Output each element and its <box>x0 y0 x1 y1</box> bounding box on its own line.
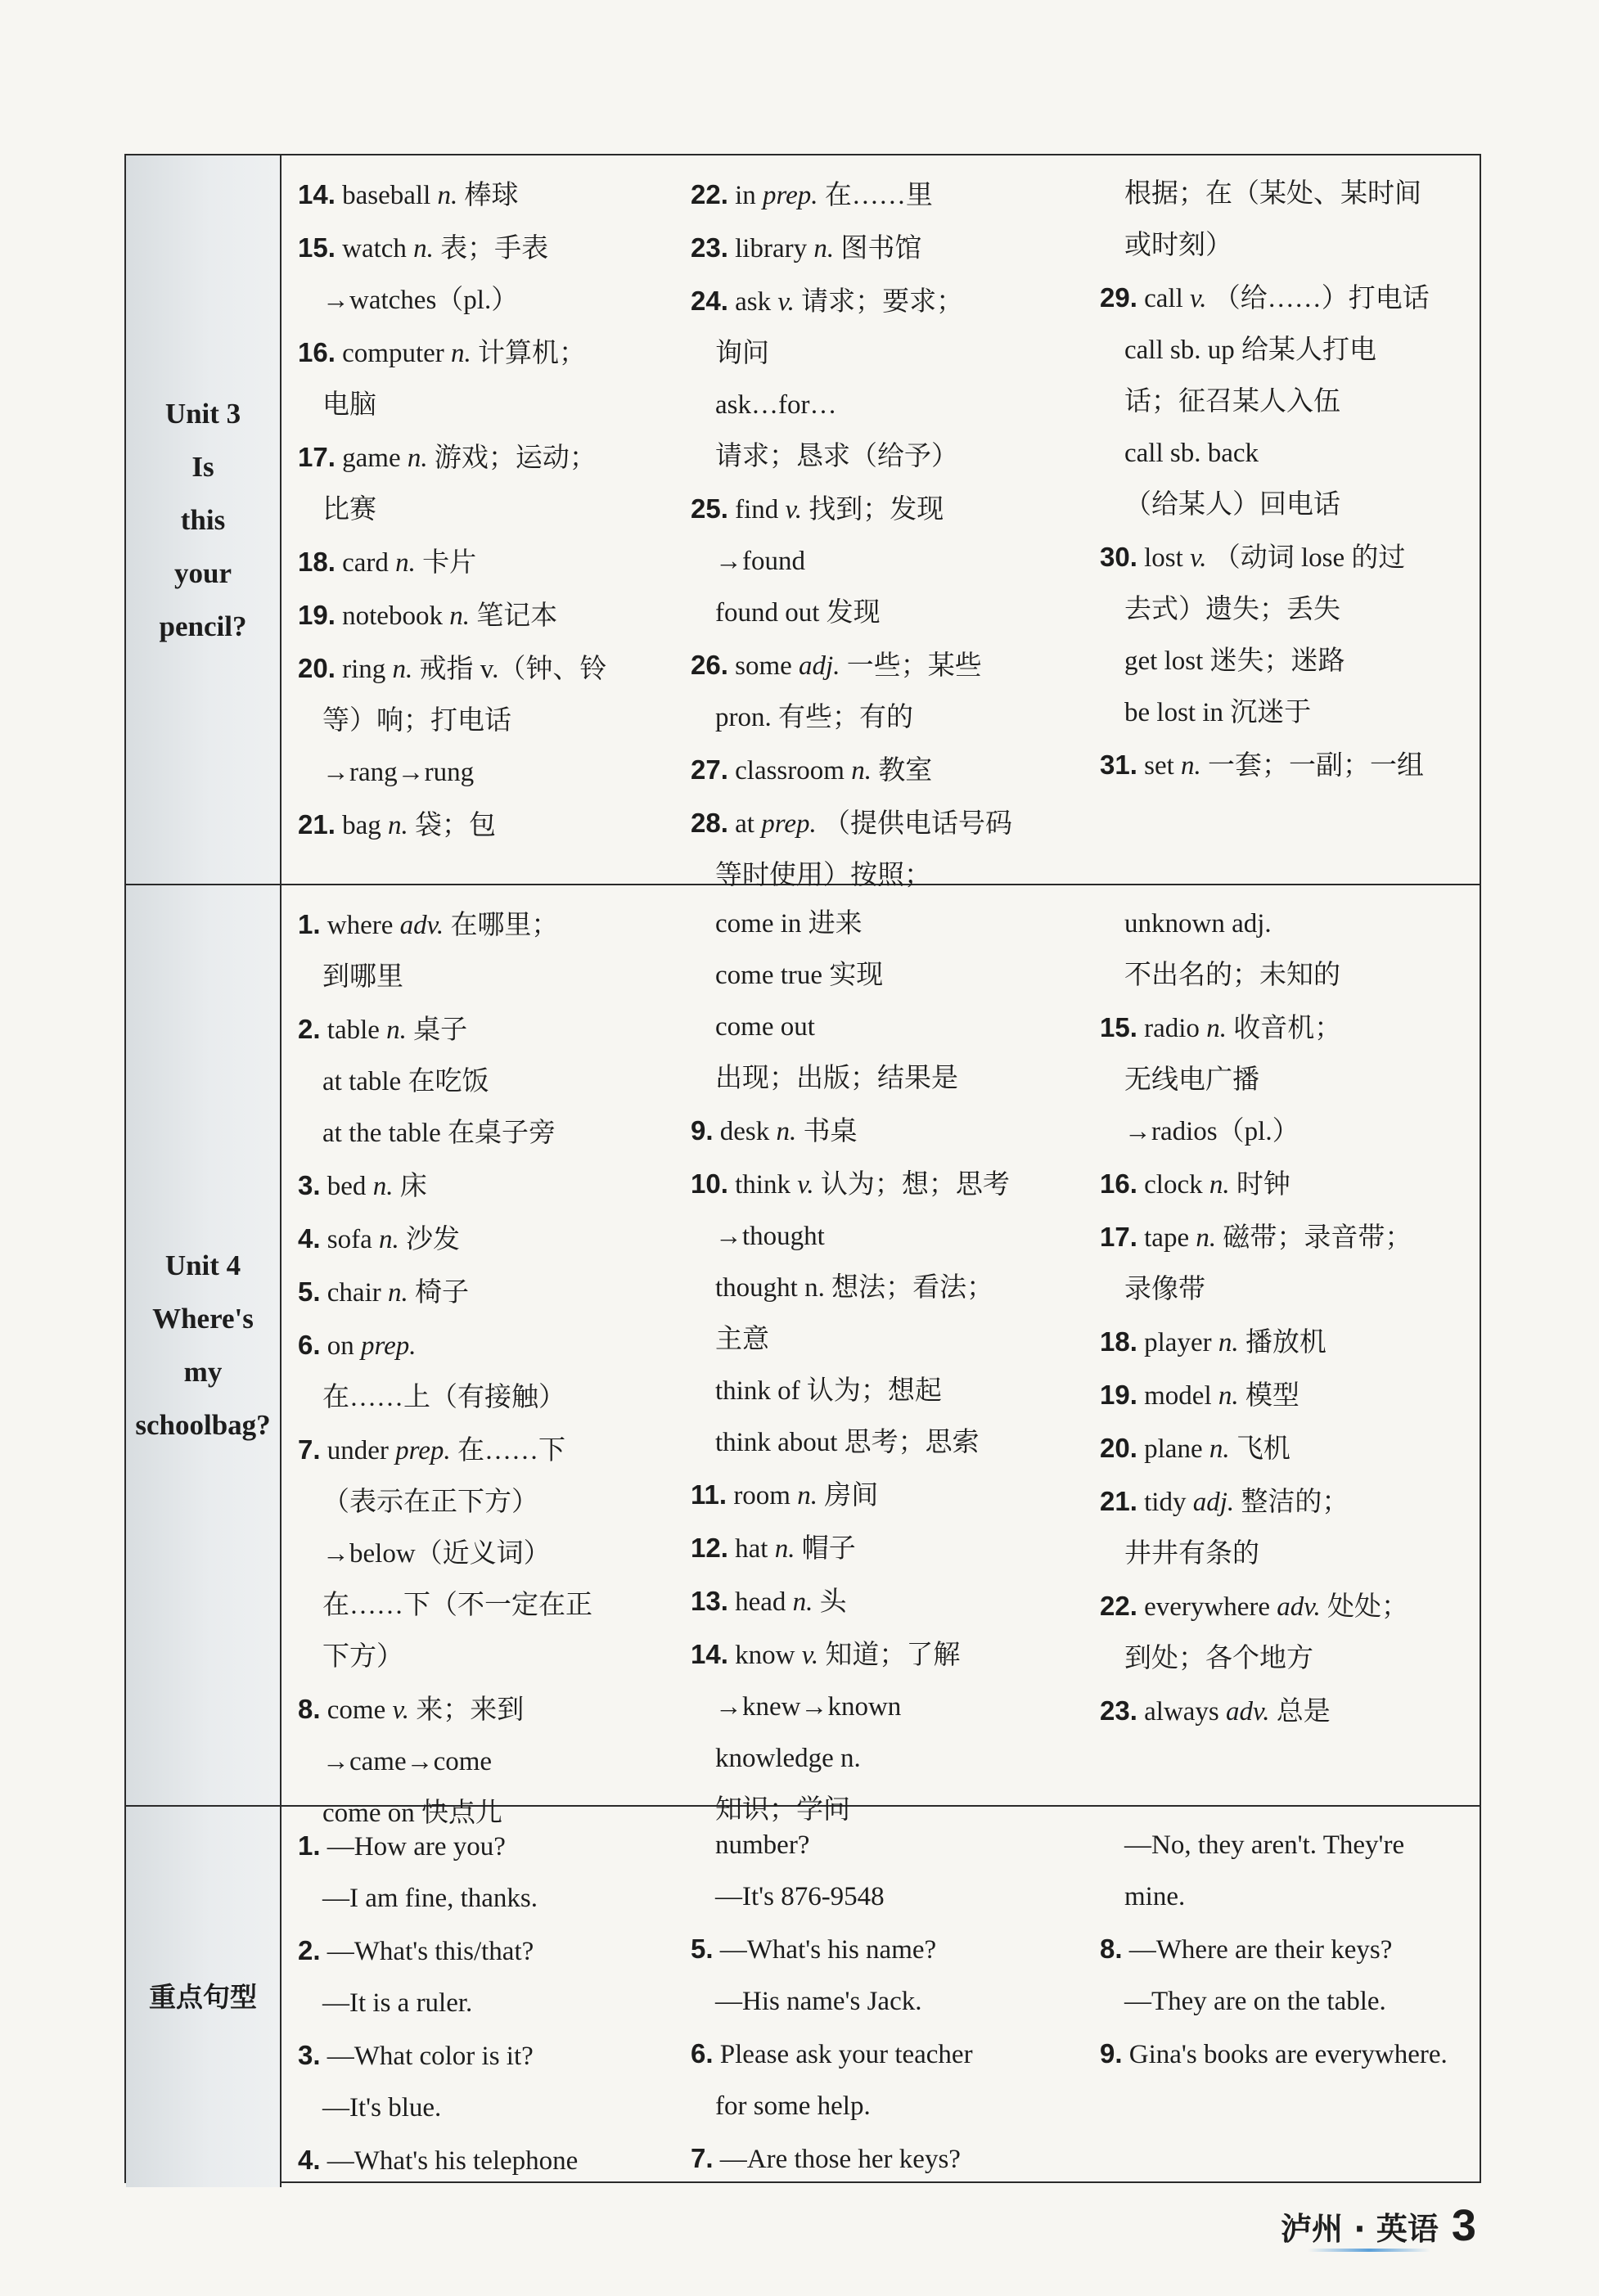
entry-number: 1. <box>298 909 321 939</box>
entry-number: 16. <box>298 337 336 367</box>
vocab-entry-continued: 到哪里 <box>322 962 403 992</box>
part-of-speech: v. <box>797 1170 814 1200</box>
unit3-vocab <box>282 155 1480 890</box>
vocab-entry-continued: 录像带 <box>1124 1275 1205 1304</box>
vocab-entry: 21. bag n. 袋；包 <box>298 809 497 840</box>
vocab-entry: 7. under prep. 在……下 <box>298 1434 565 1465</box>
vocab-entry-continued: 去式）遗失；丢失 <box>1124 595 1340 624</box>
part-of-speech: v. <box>777 287 795 317</box>
part-of-speech: n. <box>797 1481 818 1510</box>
vocab-entry-continued: come in 进来 <box>715 909 863 939</box>
entry-number: 16. <box>1100 1168 1137 1199</box>
vocab-entry-continued: come true 实现 <box>715 961 884 990</box>
vocab-entry-continued: unknown adj. <box>1124 909 1272 939</box>
part-of-speech: v. <box>785 495 802 524</box>
column-1 <box>282 1820 691 2187</box>
unit4-label <box>126 885 282 1807</box>
vocab-entry: 17. game n. 游戏；运动； <box>298 442 597 473</box>
vocab-entry-continued: 请求；恳求（给予） <box>715 442 958 471</box>
vocab-entry-continued: 主意 <box>715 1325 769 1354</box>
entry-number: 31. <box>1100 750 1137 780</box>
entry-number: 8. <box>298 1694 321 1724</box>
vocab-entry: 6. Please ask your teacher <box>691 2038 973 2069</box>
part-of-speech: n. <box>1218 1381 1239 1411</box>
vocab-entry-continued: 等）响；打电话 <box>322 706 511 736</box>
column-3 <box>1100 898 1480 1839</box>
vocab-entry: 18. player n. 播放机 <box>1100 1326 1326 1357</box>
part-of-speech: v. <box>392 1695 409 1725</box>
vocab-entry: 9. Gina's books are everywhere. <box>1100 2038 1448 2069</box>
vocab-entry-continued: come on 快点儿 <box>322 1799 502 1828</box>
column-2 <box>691 169 1100 902</box>
vocab-entry: 13. head n. 头 <box>691 1586 847 1617</box>
vocab-entry: 4. —What's his telephone <box>298 2145 579 2176</box>
sentences-label <box>126 1807 282 2187</box>
vocab-entry-continued: 根据；在（某处、某时间 <box>1124 179 1421 209</box>
vocab-entry: 20. ring n. 戒指 v.（钟、铃 <box>298 653 607 684</box>
vocab-entry: 19. notebook n. 笔记本 <box>298 600 558 631</box>
vocab-entry-continued: 在……上（有接触） <box>322 1383 565 1412</box>
part-of-speech: n. <box>1196 1223 1217 1253</box>
vocab-entry: 14. baseball n. 棒球 <box>298 179 519 210</box>
entry-number: 23. <box>691 232 728 263</box>
vocab-entry-continued: knowledge n. <box>715 1744 861 1773</box>
sentences-label-text: 重点句型 <box>149 1981 257 2013</box>
part-of-speech: prep. <box>395 1436 451 1465</box>
vocab-entry: 21. tidy adj. 整洁的； <box>1100 1486 1349 1517</box>
vocab-entry: 8. come v. 来；来到 <box>298 1694 525 1725</box>
entry-number: 28. <box>691 808 728 838</box>
vocab-entry-continued: →radios（pl.） <box>1124 1117 1299 1146</box>
part-of-speech: n. <box>407 443 428 473</box>
vocab-entry-continued: 无线电广播 <box>1124 1065 1259 1095</box>
entry-number: 27. <box>691 754 728 785</box>
vocab-entry-continued: 等时使用）按照； <box>715 861 931 890</box>
part-of-speech: n. <box>813 234 835 263</box>
vocab-entry-continued: →rang→rung <box>322 758 475 787</box>
part-of-speech: n. <box>1209 1434 1230 1464</box>
vocab-entry-continued: （给某人）回电话 <box>1124 490 1340 520</box>
entry-number: 23. <box>1100 1695 1137 1726</box>
vocab-entry-continued: 下方） <box>322 1642 403 1672</box>
entry-number: 5. <box>298 1276 321 1307</box>
vocab-entry-continued: 井井有条的 <box>1124 1539 1259 1569</box>
vocab-entry-continued: be lost in 沉迷于 <box>1124 698 1312 727</box>
vocab-entry: 18. card n. 卡片 <box>298 547 477 578</box>
vocab-entry: 23. always adv. 总是 <box>1100 1695 1331 1727</box>
part-of-speech: n. <box>449 601 470 631</box>
part-of-speech: n. <box>395 548 416 578</box>
vocab-entry: 26. some adj. 一些；某些 <box>691 650 982 681</box>
vocab-entry-continued: found out 发现 <box>715 598 881 628</box>
entry-number: 9. <box>691 1115 714 1146</box>
vocab-entry-continued: pron. 有些；有的 <box>715 703 913 732</box>
part-of-speech: n. <box>792 1587 813 1617</box>
column-1 <box>282 169 691 902</box>
vocab-entry-continued: 话；征召某人入伍 <box>1124 387 1340 416</box>
entry-number: 30. <box>1100 542 1137 572</box>
entry-number: 20. <box>1100 1433 1137 1463</box>
vocab-entry-continued: 询问 <box>715 339 769 368</box>
unit-label-line: this <box>180 503 226 536</box>
key-sentences <box>282 1807 1480 2187</box>
part-of-speech: v. <box>801 1641 819 1670</box>
vocab-entry: 2. —What's this/that? <box>298 1935 534 1966</box>
entry-number: 2. <box>298 1014 321 1044</box>
vocab-entry-continued: at table 在吃饭 <box>322 1067 489 1096</box>
entry-number: 2. <box>298 1935 321 1965</box>
vocab-entry-continued: （表示在正下方） <box>322 1488 538 1517</box>
vocab-entry: 22. in prep. 在……里 <box>691 179 933 210</box>
vocab-entry-continued: call sb. back <box>1124 439 1259 468</box>
vocab-entry: 4. sofa n. 沙发 <box>298 1223 461 1254</box>
entry-number: 8. <box>1100 1934 1123 1964</box>
vocab-entry: 15. watch n. 表；手表 <box>298 232 549 263</box>
entry-number: 5. <box>691 1934 714 1964</box>
part-of-speech: n. <box>379 1225 399 1254</box>
entry-number: 15. <box>1100 1012 1137 1042</box>
entry-number: 6. <box>691 2038 714 2069</box>
part-of-speech: adv. <box>399 911 444 940</box>
column-2 <box>691 1820 1100 2187</box>
vocab-entry: 9. desk n. 书桌 <box>691 1115 858 1146</box>
part-of-speech: n. <box>388 811 408 840</box>
vocab-entry: 28. at prep. （提供电话号码 <box>691 808 1012 839</box>
part-of-speech: n. <box>774 1534 795 1564</box>
entry-number: 25. <box>691 493 728 524</box>
unit-label-line: your <box>174 556 232 589</box>
unit3-label <box>126 155 282 885</box>
vocab-entry: 24. ask v. 请求；要求； <box>691 286 964 317</box>
entry-number: 15. <box>298 232 336 263</box>
part-of-speech: n. <box>1209 1170 1230 1200</box>
part-of-speech: n. <box>851 756 872 786</box>
part-of-speech: n. <box>1206 1014 1227 1043</box>
page-number: 3 <box>1451 2201 1476 2250</box>
entry-number: 3. <box>298 1170 321 1200</box>
vocab-entry: 31. set n. 一套；一副；一组 <box>1100 750 1425 781</box>
part-of-speech: n. <box>372 1172 394 1201</box>
part-of-speech: adj. <box>799 651 840 681</box>
vocab-entry-continued: 不出名的；未知的 <box>1124 961 1340 990</box>
entry-number: 19. <box>298 600 336 630</box>
vocab-entry: 30. lost v. （动词 lose 的过 <box>1100 542 1406 573</box>
vocab-entry-continued: —It's 876-9548 <box>715 1882 885 1911</box>
part-of-speech: adv. <box>1277 1592 1321 1622</box>
entry-number: 19. <box>1100 1380 1137 1410</box>
vocab-entry: 20. plane n. 飞机 <box>1100 1433 1290 1464</box>
entry-number: 1. <box>298 1830 321 1861</box>
unit-label-line: Where's <box>152 1303 254 1335</box>
vocab-entry-continued: 出现；出版；结果是 <box>715 1064 958 1093</box>
vocab-entry: 12. hat n. 帽子 <box>691 1533 856 1564</box>
entry-number: 4. <box>298 2145 321 2175</box>
unit-label-line: Unit 3 <box>164 397 241 430</box>
vocab-entry-continued: →knew→known <box>715 1692 902 1722</box>
part-of-speech: v. <box>1190 543 1207 573</box>
unit-label-line: Unit 4 <box>164 1249 241 1281</box>
entry-number: 3. <box>298 2040 321 2070</box>
vocab-entry: 16. computer n. 计算机； <box>298 337 586 368</box>
vocab-entry: 11. room n. 房间 <box>691 1479 879 1510</box>
vocab-entry: 3. bed n. 床 <box>298 1170 427 1201</box>
entry-number: 14. <box>691 1639 728 1669</box>
entry-number: 7. <box>691 2143 714 2173</box>
part-of-speech: n. <box>387 1278 408 1308</box>
vocab-entry-continued: —No, they aren't. They're <box>1124 1830 1405 1860</box>
entry-number: 26. <box>691 650 728 680</box>
part-of-speech: n. <box>413 234 434 263</box>
vocab-entry-continued: —His name's Jack. <box>715 1987 922 2016</box>
vocabulary-table <box>124 154 1481 2183</box>
entry-number: 18. <box>1100 1326 1137 1357</box>
vocab-entry: 10. think v. 认为；想；思考 <box>691 1168 1010 1200</box>
vocab-entry: 25. find v. 找到；发现 <box>691 493 944 524</box>
vocab-entry-continued: 或时刻） <box>1124 231 1232 260</box>
part-of-speech: v. <box>1190 284 1207 313</box>
unit-label-line: my <box>183 1356 223 1388</box>
column-2 <box>691 898 1100 1839</box>
vocab-entry: 15. radio n. 收音机； <box>1100 1012 1342 1043</box>
part-of-speech: adv. <box>1226 1697 1270 1727</box>
vocab-entry: 7. —Are those her keys? <box>691 2143 961 2174</box>
vocab-entry: 1. where adv. 在哪里； <box>298 909 559 940</box>
column-3 <box>1100 169 1480 902</box>
entry-number: 20. <box>298 653 336 683</box>
vocab-entry: 1. —How are you? <box>298 1830 506 1862</box>
footer-underline <box>1308 2249 1430 2252</box>
part-of-speech: n. <box>1218 1328 1239 1357</box>
vocab-entry: 19. model n. 模型 <box>1100 1380 1299 1411</box>
entry-number: 17. <box>1100 1222 1137 1252</box>
vocab-entry-continued: ask…for… <box>715 390 837 420</box>
vocab-entry: 29. call v. （给……）打电话 <box>1100 282 1430 313</box>
entry-number: 7. <box>298 1434 321 1465</box>
unit-label-line: schoolbag? <box>135 1409 271 1441</box>
vocab-entry-continued: think about 思考；思索 <box>715 1428 980 1457</box>
entry-number: 29. <box>1100 282 1137 313</box>
part-of-speech: n. <box>392 655 413 684</box>
part-of-speech: n. <box>437 181 458 210</box>
part-of-speech: n. <box>776 1117 797 1146</box>
entry-number: 14. <box>298 179 336 209</box>
entry-number: 10. <box>691 1168 728 1199</box>
part-of-speech: prep. <box>763 181 818 210</box>
vocab-entry-continued: —They are on the table. <box>1124 1987 1386 2016</box>
vocab-entry: 5. —What's his name? <box>691 1934 937 1965</box>
vocab-entry-continued: for some help. <box>715 2091 871 2121</box>
page-footer <box>1281 2197 1476 2254</box>
entry-number: 21. <box>1100 1486 1137 1516</box>
entry-number: 24. <box>691 286 728 316</box>
vocab-entry-continued: —It is a ruler. <box>322 1988 473 2018</box>
entry-number: 12. <box>691 1533 728 1563</box>
vocab-entry-continued: come out <box>715 1012 815 1042</box>
vocab-entry-continued: call sb. up 给某人打电 <box>1124 335 1376 365</box>
vocab-entry: 2. table n. 桌子 <box>298 1014 468 1045</box>
entry-number: 4. <box>298 1223 321 1254</box>
part-of-speech: n. <box>386 1015 407 1045</box>
vocab-entry: 5. chair n. 椅子 <box>298 1276 469 1308</box>
entry-number: 9. <box>1100 2038 1123 2069</box>
vocab-entry: 6. on prep. <box>298 1330 417 1361</box>
vocab-entry: 8. —Where are their keys? <box>1100 1934 1393 1965</box>
unit4-vocab <box>282 885 1480 1828</box>
vocab-entry-continued: number? <box>715 1830 810 1860</box>
vocab-entry-continued: at the table 在桌子旁 <box>322 1119 556 1148</box>
vocab-entry: 17. tape n. 磁带；录音带； <box>1100 1222 1412 1253</box>
vocab-entry-continued: 比赛 <box>322 495 376 524</box>
entry-number: 17. <box>298 442 336 472</box>
vocab-entry-continued: 到处；各个地方 <box>1124 1644 1313 1673</box>
vocab-entry-continued: mine. <box>1124 1882 1186 1911</box>
vocab-entry-continued: →watches（pl.） <box>322 286 519 315</box>
vocab-entry-continued: →found <box>715 547 805 576</box>
vocab-entry-continued: —I am fine, thanks. <box>322 1884 538 1913</box>
vocab-entry-continued: thought n. 想法；看法； <box>715 1273 994 1303</box>
vocab-entry-continued: →below（近义词） <box>322 1539 551 1569</box>
vocab-entry: 14. know v. 知道；了解 <box>691 1639 961 1670</box>
footer-subject: 泸州 · 英语 <box>1281 2210 1439 2247</box>
part-of-speech: prep. <box>761 809 817 839</box>
vocab-entry: 16. clock n. 时钟 <box>1100 1168 1290 1200</box>
vocab-entry-continued: 在……下（不一定在正 <box>322 1591 592 1620</box>
vocab-entry-continued: —It's blue. <box>322 2093 442 2123</box>
entry-number: 22. <box>691 179 728 209</box>
unit-label-line: pencil? <box>159 610 247 642</box>
vocab-entry: 22. everywhere adv. 处处； <box>1100 1591 1408 1622</box>
part-of-speech: prep. <box>361 1331 417 1361</box>
vocab-entry-continued: get lost 迷失；迷路 <box>1124 646 1345 676</box>
part-of-speech: n. <box>1181 751 1201 781</box>
vocab-entry-continued: →came→come <box>322 1747 493 1776</box>
part-of-speech: adj. <box>1192 1488 1235 1517</box>
vocab-entry-continued: think of 认为；想起 <box>715 1376 942 1406</box>
entry-number: 6. <box>298 1330 321 1360</box>
vocab-entry: 27. classroom n. 教室 <box>691 754 933 786</box>
unit-label-line: Is <box>191 450 214 483</box>
entry-number: 21. <box>298 809 336 840</box>
entry-number: 13. <box>691 1586 728 1616</box>
vocab-entry: 23. library n. 图书馆 <box>691 232 922 263</box>
column-1 <box>282 898 691 1839</box>
vocab-entry-continued: 电脑 <box>322 390 376 420</box>
part-of-speech: n. <box>451 339 471 368</box>
entry-number: 11. <box>691 1479 727 1510</box>
vocab-entry: 3. —What color is it? <box>298 2040 534 2071</box>
vocab-entry-continued: →thought <box>715 1222 825 1251</box>
entry-number: 18. <box>298 547 336 577</box>
vocab-entry-continued: 知识；学问 <box>715 1795 850 1825</box>
column-3 <box>1100 1820 1480 2187</box>
entry-number: 22. <box>1100 1591 1137 1621</box>
